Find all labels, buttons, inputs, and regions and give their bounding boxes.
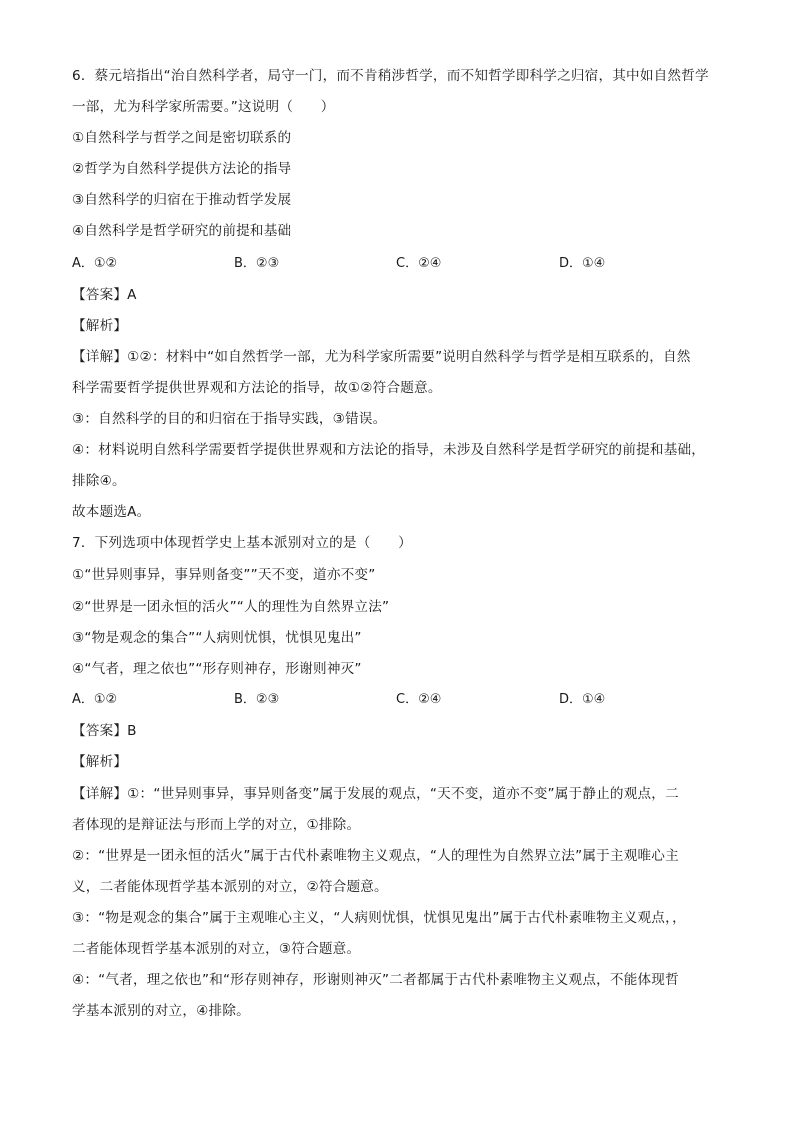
q6-answer: 【答案】A <box>72 287 137 303</box>
q6-option-a: A．①② <box>72 256 118 271</box>
q6-explanation-line: 排除④。 <box>72 473 126 489</box>
q7-answer: 【答案】B <box>72 723 137 739</box>
q6-stem-line1: 6．蔡元培指出“治自然科学者，局守一门，而不肯稍涉哲学，而不知哲学即科学之归宿，其中如自然哲学 <box>72 68 709 84</box>
q7-item-3: ③“物是观念的集合”“人病则忧惧，忧惧见鬼出” <box>72 630 362 646</box>
q6-item-2: ②哲学为自然科学提供方法论的指导 <box>72 161 292 177</box>
q6-stem-line2: 一部，尤为科学家所需要。”这说明（ ） <box>72 99 335 115</box>
q7-option-c: C．②④ <box>396 692 442 707</box>
q7-option-a: A．①② <box>72 692 118 707</box>
q6-options <box>72 254 732 274</box>
q7-explanation-line: 学基本派别的对立，④排除。 <box>72 1003 250 1019</box>
q7-options <box>72 690 732 710</box>
q6-explanation-line: 科学需要哲学提供世界观和方法论的指导，故①②符合题意。 <box>72 380 442 396</box>
q7-explanation-line: 义，二者能体现哲学基本派别的对立，②符合题意。 <box>72 879 388 895</box>
q7-analysis-label: 【解析】 <box>72 754 128 770</box>
q6-option-b: B．②③ <box>234 256 280 271</box>
q6-conclusion: 故本题选A。 <box>72 504 151 520</box>
q7-explanation-line: ②：“世界是一团永恒的活火”属于古代朴素唯物主义观点，“人的理性为自然界立法”属于主观唯心主 <box>72 848 679 864</box>
q6-explanation-line: ④：材料说明自然科学需要哲学提供世界观和方法论的指导，未涉及自然科学是哲学研究的前提和基础， <box>72 442 706 458</box>
q6-explanation-line: 【详解】①②：材料中“如自然哲学一部，尤为科学家所需要”说明自然科学与哲学是相互联系的，自然 <box>72 349 691 365</box>
q7-option-b: B．②③ <box>234 692 280 707</box>
q7-item-1: ①“世异则事异，事异则备变””天不变，道亦不变” <box>72 567 376 583</box>
q6-item-4: ④自然科学是哲学研究的前提和基础 <box>72 223 292 239</box>
q6-analysis-label: 【解析】 <box>72 318 128 334</box>
q7-option-d: D．①④ <box>559 692 606 707</box>
q7-explanation-line: 者体现的是辩证法与形而上学的对立，①排除。 <box>72 817 361 833</box>
q7-explanation-line: 二者能体现哲学基本派别的对立，③符合题意。 <box>72 941 361 957</box>
q7-explanation-line: ③：“物是观念的集合”属于主观唯心主义，“人病则忧惧，忧惧见鬼出”属于古代朴素唯物主义观点，， <box>72 910 686 926</box>
q7-item-4: ④“气者，理之依也”“形存则神存，形谢则神灭” <box>72 661 362 677</box>
q7-item-2: ②“世界是一团永恒的活火”“人的理性为自然界立法” <box>72 599 390 615</box>
q6-option-d: D．①④ <box>559 256 606 271</box>
q7-stem: 7．下列选项中体现哲学史上基本派别对立的是（ ） <box>72 535 412 551</box>
q7-explanation-line: 【详解】①：“世异则事异，事异则备变”属于发展的观点，“天不变，道亦不变”属于静止的观点，二 <box>72 786 679 802</box>
q6-explanation-line: ③：自然科学的目的和归宿在于指导实践，③错误。 <box>72 411 387 427</box>
q6-item-3: ③自然科学的归宿在于推动哲学发展 <box>72 192 292 208</box>
q6-item-1: ①自然科学与哲学之间是密切联系的 <box>72 130 292 146</box>
q6-option-c: C．②④ <box>396 256 442 271</box>
q7-explanation-line: ④：“气者，理之依也”和“形存则神存，形谢则神灭”二者都属于古代朴素唯物主义观点，不能体现哲 <box>72 972 679 988</box>
